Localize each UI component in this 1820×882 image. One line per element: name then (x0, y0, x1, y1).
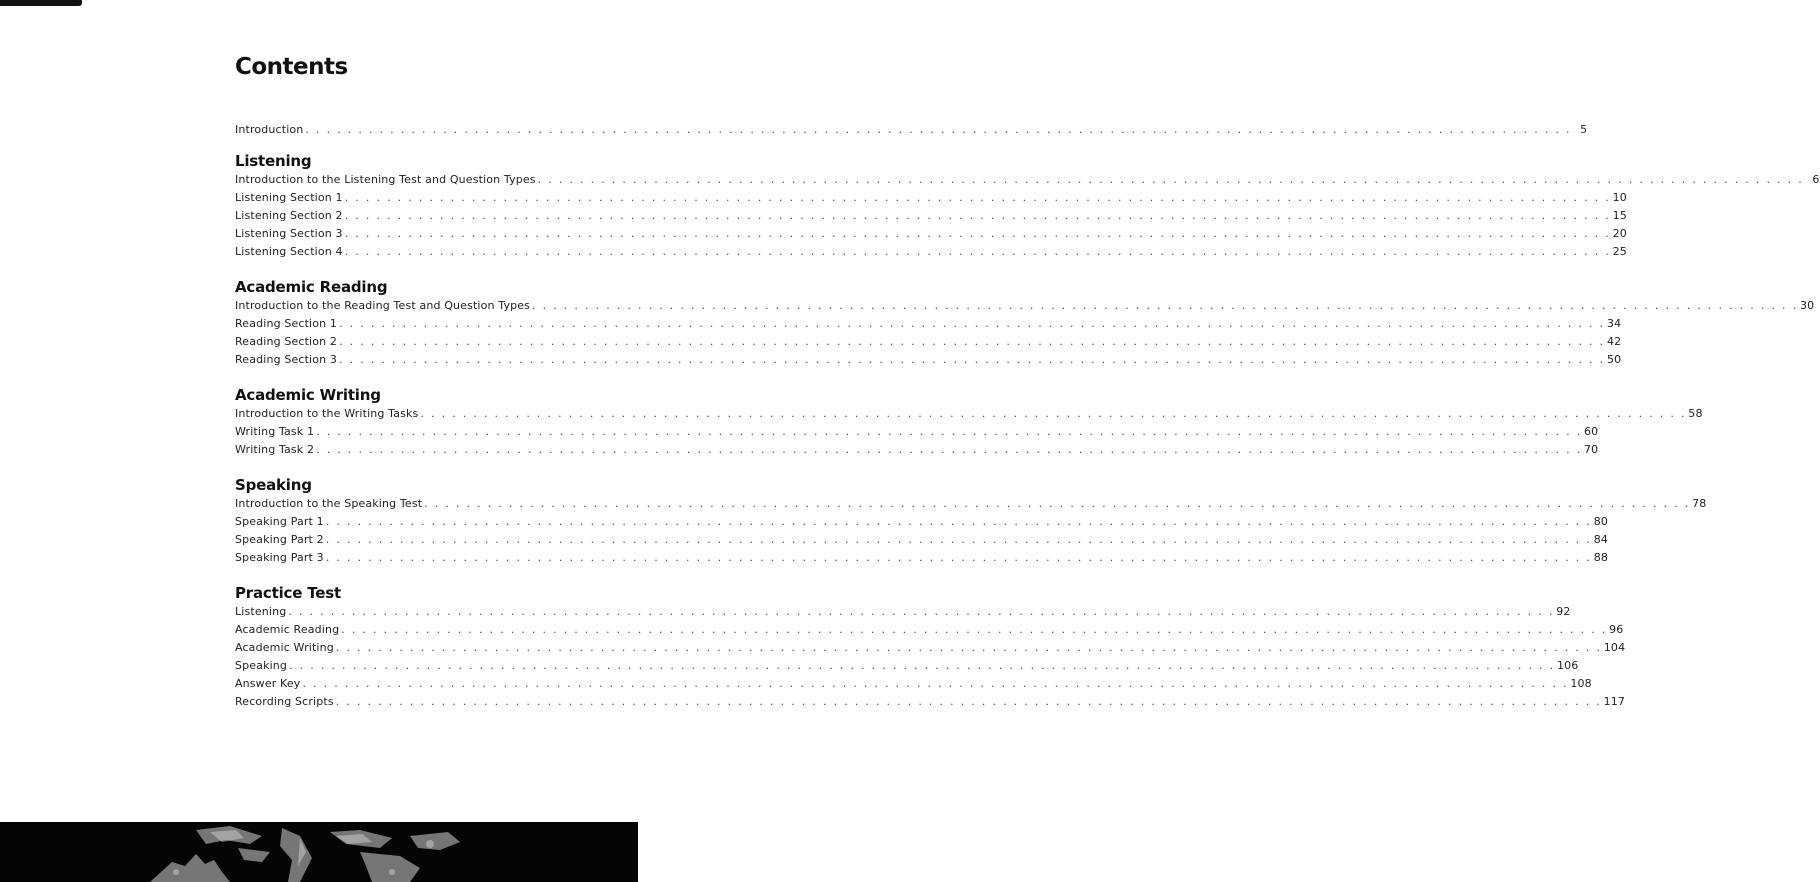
page-corner-mark (0, 0, 82, 6)
section-heading: Listening (235, 152, 312, 170)
toc-entry-page: 88 (1593, 551, 1609, 564)
toc-entry-page: 30 (1799, 299, 1815, 312)
toc-entry-introduction[interactable] (235, 121, 1588, 139)
toc-entry-label: Listening (235, 605, 287, 618)
dot-leader: . . . . . . . . . . . . . . . . . . . . . . . . . . . . . . . . . . . . . . . . . . . . . . . . . . . . . . . . . . . . . . . . . . . . . . . . . . . . . . . . . . . . . . . . . . . . . . . . . . . . . . . . . . . . . . . . . . . . . . . . (325, 533, 1592, 546)
toc-entry[interactable] (235, 513, 1609, 531)
toc-entry[interactable] (235, 171, 1820, 189)
dot-leader: . . . . . . . . . . . . . . . . . . . . . . . . . . . . . . . . . . . . . . . . . . . . . . . . . . . . . . . . . . . . . . . . . . . . . . . . . . . . . . . . . . . . . . . . . . . . . . . . . . . . . . . . . . . . . . . . . . . . . . . . (344, 245, 1611, 258)
toc-entry-page: 92 (1556, 605, 1571, 618)
section-heading: Practice Test (235, 584, 341, 602)
toc-entry[interactable] (235, 351, 1622, 369)
toc-entry[interactable] (235, 225, 1627, 243)
toc-entry-label: Reading Section 3 (235, 353, 338, 366)
toc-entry[interactable] (235, 675, 1592, 693)
toc-entry-label: Speaking Part 3 (235, 551, 324, 564)
toc-entry[interactable] (235, 423, 1599, 441)
toc-entry-page: 106 (1556, 659, 1579, 672)
toc-section-academic-writing (235, 385, 1703, 459)
section-heading: Academic Reading (235, 278, 388, 296)
toc-section-practice-test (235, 583, 1626, 711)
toc-entry-page: 25 (1612, 245, 1627, 258)
toc-entry-page: 50 (1606, 353, 1622, 366)
toc-entry-label: Introduction (235, 123, 304, 136)
toc-entry-page: 58 (1688, 407, 1703, 420)
dot-leader: . . . . . . . . . . . . . . . . . . . . . . . . . . . . . . . . . . . . . . . . . . . . . . . . . . . . . . . . . . . . . . . . . . . . . . . . . . . . . . . . . . . . . . . . . . . . . . . . . . . . . . . . . . . . . . . . . . . . . . . . (335, 695, 1602, 708)
dot-leader: . . . . . . . . . . . . . . . . . . . . . . . . . . . . . . . . . . . . . . . . . . . . . . . . . . . . . . . . . . . . . . . . . . . . . . . . . . . . . . . . . . . . . . . . . . . . . . . . . . . . . . . . . . . . . . . . . . . . . . . . (341, 623, 1608, 636)
toc-entry-page: 96 (1609, 623, 1624, 636)
toc-entry-page: 70 (1584, 443, 1599, 456)
dot-leader: . . . . . . . . . . . . . . . . . . . . . . . . . . . . . . . . . . . . . . . . . . . . . . . . . . . . . . . . . . . . . . . . . . . . . . . . . . . . . . . . . . . . . . . . . . . . . . . . . . . . . . . . . . . . . . . . . . . . . . . . (289, 659, 1555, 672)
toc-entry[interactable] (235, 189, 1627, 207)
toc-entry-label: Speaking Part 1 (235, 515, 324, 528)
toc-entry-label: Writing Task 2 (235, 443, 315, 456)
dot-leader: . . . . . . . . . . . . . . . . . . . . . . . . . . . . . . . . . . . . . . . . . . . . . . . . . . . . . . . . . . . . . . . . . . . . . . . . . . . . . . . . . . . . . . . . . . . . . . . . . . . . . . . . . . . . . . . . . . . . . . . . (344, 227, 1611, 240)
toc-entry-page: 117 (1603, 695, 1626, 708)
toc-entry-page: 6 (1812, 173, 1820, 186)
dot-leader: . . . . . . . . . . . . . . . . . . . . . . . . . . . . . . . . . . . . . . . . . . . . . . . . . . . . . . . . . . . . . . . . . . . . . . . . . . . . . . . . . . . . . . . . . . . . . . . . . . . . . . . . . . . . . . . . . . . . . . . . (325, 551, 1592, 564)
toc-entry-label: Listening Section 2 (235, 209, 343, 222)
toc-entry-page: 108 (1570, 677, 1592, 690)
dot-leader: . . . . . . . . . . . . . . . . . . . . . . . . . . . . . . . . . . . . . . . . . . . . . . . . . . . . . . . . . . . . . . . . . . . . . . . . . . . . . . . . . . . . . . . . . . . . . . . . . . . . . . . . . . . . . . . . . . . . . . . . (325, 515, 1592, 528)
toc-entry-label: Listening Section 1 (235, 191, 343, 204)
toc-entry[interactable] (235, 495, 1707, 513)
toc-entry[interactable] (235, 657, 1579, 675)
dot-leader: . . . . . . . . . . . . . . . . . . . . . . . . . . . . . . . . . . . . . . . . . . . . . . . . . . . . . . . . . . . . . . . . . . . . . . . . . . . . . . . . . . . . . . . . . . . . . . . . . . . . . . . . . . . . . . . . . . . . . . . . (344, 209, 1611, 222)
toc-entry-label: Writing Task 1 (235, 425, 315, 438)
dot-leader: . . . . . . . . . . . . . . . . . . . . . . . . . . . . . . . . . . . . . . . . . . . . . . . . . . . . . . . . . . . . . . . . . . . . . . . . . . . . . . . . . . . . . . . . . . . . . . . . . . . . . . . . . . . . . . . . . . . . . . . . (424, 497, 1691, 510)
dot-leader: . . . . . . . . . . . . . . . . . . . . . . . . . . . . . . . . . . . . . . . . . . . . . . . . . . . . . . . . . . . . . . . . . . . . . . . . . . . . . . . . . . . . . . . . . . . . . . . . . . . . . . . . . . . . . . . . . . . . . . . . (288, 605, 1555, 618)
toc-entry[interactable] (235, 549, 1609, 567)
toc-sections (235, 151, 1820, 711)
toc-entry-page: 80 (1593, 515, 1609, 528)
table-of-contents (235, 121, 1820, 727)
dot-leader: . . . . . . . . . . . . . . . . . . . . . . . . . . . . . . . . . . . . . . . . . . . . . . . . . . . . . . . . . . . . . . . . . . . . . . . . . . . . . . . . . . . . . . . . . . . . . . . . . . . . . . . . . . . . . . . . . . . . . . . . (305, 123, 1572, 136)
toc-entry-page: 60 (1584, 425, 1599, 438)
toc-entry-page: 78 (1692, 497, 1707, 510)
toc-entry[interactable] (235, 639, 1626, 657)
toc-section-academic-reading (235, 277, 1815, 369)
toc-entry-page: 84 (1593, 533, 1609, 546)
footer-photo-image (0, 822, 638, 882)
footer-photo-strip (0, 822, 638, 882)
toc-entry-label: Academic Writing (235, 641, 334, 654)
toc-entry-page: 34 (1606, 317, 1622, 330)
dot-leader: . . . . . . . . . . . . . . . . . . . . . . . . . . . . . . . . . . . . . . . . . . . . . . . . . . . . . . . . . . . . . . . . . . . . . . . . . . . . . . . . . . . . . . . . . . . . . . . . . . . . . . . . . . . . . . . . . . . . . . . . (339, 335, 1605, 348)
toc-entry-label: Answer Key (235, 677, 301, 690)
toc-entry[interactable] (235, 333, 1622, 351)
dot-leader: . . . . . . . . . . . . . . . . . . . . . . . . . . . . . . . . . . . . . . . . . . . . . . . . . . . . . . . . . . . . . . . . . . . . . . . . . . . . . . . . . . . . . . . . . . . . . . . . . . . . . . . . . . . . . . . . . . . . . . . . (302, 677, 1569, 690)
toc-section-speaking (235, 475, 1707, 567)
toc-entry-label: Recording Scripts (235, 695, 334, 708)
dot-leader: . . . . . . . . . . . . . . . . . . . . . . . . . . . . . . . . . . . . . . . . . . . . . . . . . . . . . . . . . . . . . . . . . . . . . . . . . . . . . . . . . . . . . . . . . . . . . . . . . . . . . . . . . . . . . . . . . . . . . . . . (344, 191, 1611, 204)
page-title: Contents (235, 54, 348, 80)
toc-entry-page: 42 (1606, 335, 1622, 348)
toc-entry-label: Introduction to the Writing Tasks (235, 407, 419, 420)
toc-entry-label: Academic Reading (235, 623, 340, 636)
dot-leader: . . . . . . . . . . . . . . . . . . . . . . . . . . . . . . . . . . . . . . . . . . . . . . . . . . . . . . . . . . . . . . . . . . . . . . . . . . . . . . . . . . . . . . . . . . . . . . . . . . . . . . . . . . . . . . . . . . . . . . . . (420, 407, 1687, 420)
toc-section-listening (235, 151, 1820, 261)
dot-leader: . . . . . . . . . . . . . . . . . . . . . . . . . . . . . . . . . . . . . . . . . . . . . . . . . . . . . . . . . . . . . . . . . . . . . . . . . . . . . . . . . . . . . . . . . . . . . . . . . . . . . . . . . . . . . . . . . . . . . . . . (537, 173, 1804, 186)
toc-entry-page: 20 (1612, 227, 1627, 240)
toc-entry-page: 5 (1580, 123, 1588, 136)
toc-entry[interactable] (235, 243, 1627, 261)
toc-entry[interactable] (235, 603, 1571, 621)
toc-entry-label: Introduction to the Listening Test and Question Types (235, 173, 536, 186)
toc-entry-page: 104 (1603, 641, 1626, 654)
dot-leader: . . . . . . . . . . . . . . . . . . . . . . . . . . . . . . . . . . . . . . . . . . . . . . . . . . . . . . . . . . . . . . . . . . . . . . . . . . . . . . . . . . . . . . . . . . . . . . . . . . . . . . . . . . . . . . . . . . . . . . . . (335, 641, 1602, 654)
toc-entry-label: Speaking Part 2 (235, 533, 324, 546)
section-heading: Speaking (235, 476, 312, 494)
toc-entry[interactable] (235, 441, 1599, 459)
toc-entry[interactable] (235, 405, 1703, 423)
toc-entry-label: Introduction to the Speaking Test (235, 497, 423, 510)
toc-entry-label: Reading Section 1 (235, 317, 338, 330)
toc-entry-page: 10 (1612, 191, 1627, 204)
toc-entry-label: Reading Section 2 (235, 335, 338, 348)
toc-entry[interactable] (235, 693, 1626, 711)
dot-leader: . . . . . . . . . . . . . . . . . . . . . . . . . . . . . . . . . . . . . . . . . . . . . . . . . . . . . . . . . . . . . . . . . . . . . . . . . . . . . . . . . . . . . . . . . . . . . . . . . . . . . . . . . . . . . . . . . . . . . . . . (532, 299, 1798, 312)
toc-entry[interactable] (235, 531, 1609, 549)
toc-entry[interactable] (235, 621, 1624, 639)
toc-entry-label: Listening Section 4 (235, 245, 343, 258)
toc-entry-label: Speaking (235, 659, 288, 672)
section-heading: Academic Writing (235, 386, 381, 404)
toc-entry[interactable] (235, 297, 1815, 315)
toc-entry[interactable] (235, 207, 1627, 225)
toc-entry-label: Listening Section 3 (235, 227, 343, 240)
dot-leader: . . . . . . . . . . . . . . . . . . . . . . . . . . . . . . . . . . . . . . . . . . . . . . . . . . . . . . . . . . . . . . . . . . . . . . . . . . . . . . . . . . . . . . . . . . . . . . . . . . . . . . . . . . . . . . . . . . . . . . . . (316, 425, 1583, 438)
toc-entry[interactable] (235, 315, 1622, 333)
dot-leader: . . . . . . . . . . . . . . . . . . . . . . . . . . . . . . . . . . . . . . . . . . . . . . . . . . . . . . . . . . . . . . . . . . . . . . . . . . . . . . . . . . . . . . . . . . . . . . . . . . . . . . . . . . . . . . . . . . . . . . . . (316, 443, 1583, 456)
dot-leader: . . . . . . . . . . . . . . . . . . . . . . . . . . . . . . . . . . . . . . . . . . . . . . . . . . . . . . . . . . . . . . . . . . . . . . . . . . . . . . . . . . . . . . . . . . . . . . . . . . . . . . . . . . . . . . . . . . . . . . . . (339, 317, 1605, 330)
toc-entry-page: 15 (1612, 209, 1627, 222)
toc-entry-label: Introduction to the Reading Test and Question Types (235, 299, 531, 312)
dot-leader: . . . . . . . . . . . . . . . . . . . . . . . . . . . . . . . . . . . . . . . . . . . . . . . . . . . . . . . . . . . . . . . . . . . . . . . . . . . . . . . . . . . . . . . . . . . . . . . . . . . . . . . . . . . . . . . . . . . . . . . . (339, 353, 1605, 366)
